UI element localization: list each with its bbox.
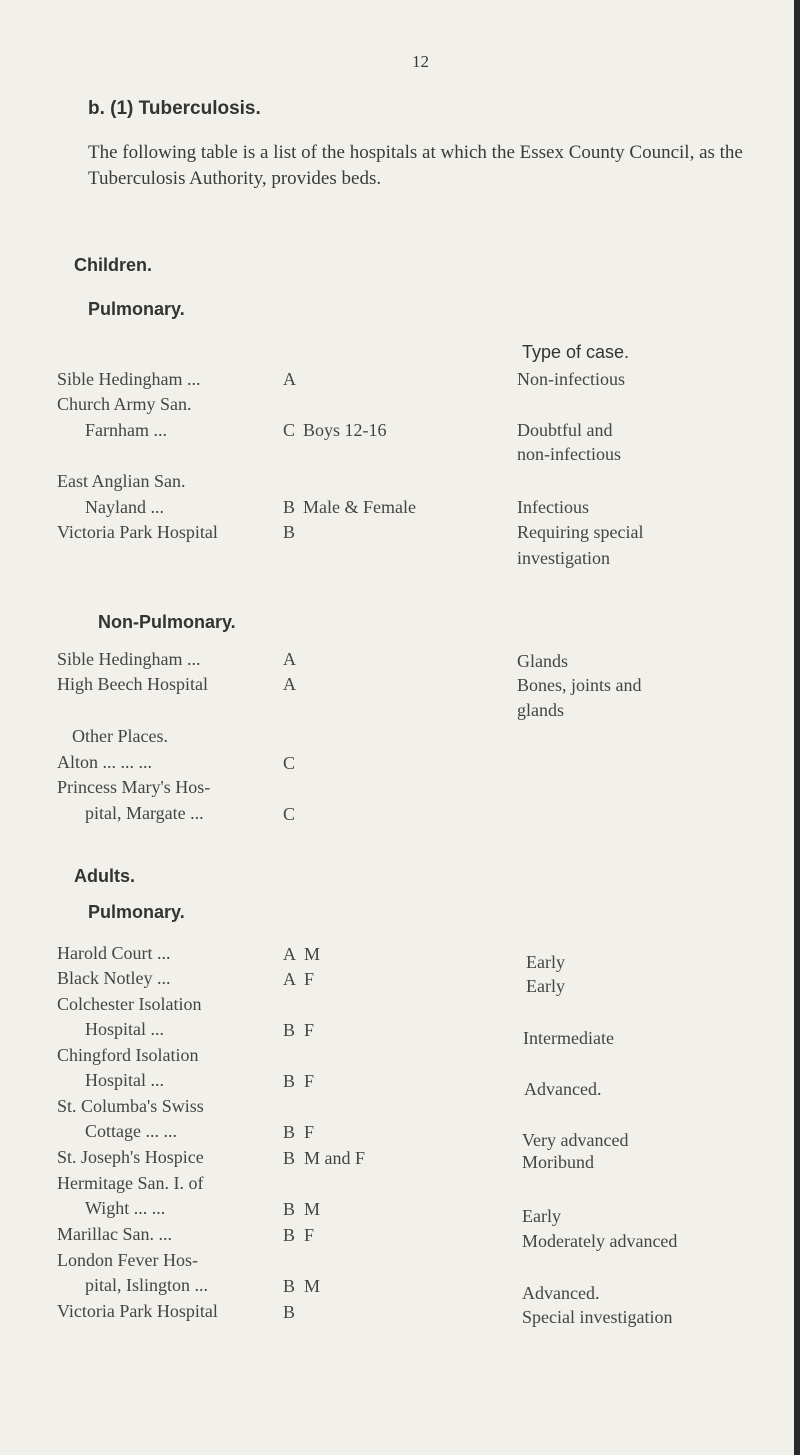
case-type: Requiring special: [517, 522, 644, 542]
hospital-name-cont: Hospital ...: [85, 1070, 164, 1090]
case-type: Glands: [517, 651, 568, 671]
sex: F: [304, 969, 315, 989]
hospital-name-cont: Farnham ...: [85, 420, 167, 440]
bed-class: A: [283, 674, 296, 694]
sex: M: [304, 1199, 321, 1219]
hospital-name: Colchester Isolation: [57, 994, 202, 1014]
case-type: Early: [526, 976, 565, 996]
adults-heading: Adults.: [74, 866, 135, 886]
bed-class: B: [283, 1302, 296, 1322]
section-title: b. (1) Tuberculosis.: [88, 98, 261, 119]
case-type: Moribund: [522, 1152, 594, 1172]
hospital-name: Alton ... ... ...: [57, 752, 153, 772]
adults-pulmonary-heading: Pulmonary.: [88, 902, 185, 922]
hospital-name: Hermitage San. I. of: [57, 1173, 204, 1193]
case-type: Doubtful and: [517, 420, 613, 440]
hospital-name: East Anglian San.: [57, 471, 186, 491]
non-pulmonary-heading: Non-Pulmonary.: [98, 612, 236, 632]
hospital-name-cont: Cottage ... ...: [85, 1121, 177, 1141]
case-type-cont: glands: [517, 700, 564, 720]
children-pulmonary-heading: Pulmonary.: [88, 299, 185, 319]
hospital-name: High Beech Hospital: [57, 674, 208, 694]
hospital-name: London Fever Hos-: [57, 1250, 198, 1270]
type-of-case-header: Type of case.: [522, 342, 630, 362]
patient-group: Boys 12-16: [303, 420, 387, 440]
hospital-name: Sible Hedingham ...: [57, 649, 201, 669]
sex: M and F: [304, 1148, 366, 1168]
patient-group: Male & Female: [303, 497, 416, 517]
hospital-name: Marillac San. ...: [57, 1224, 172, 1244]
bed-class: B: [283, 1199, 296, 1219]
hospital-name: Black Notley ...: [57, 968, 171, 988]
sex: F: [304, 1225, 315, 1245]
hospital-name: Victoria Park Hospital: [57, 1301, 218, 1321]
sex: F: [304, 1122, 315, 1142]
bed-class: C: [283, 753, 296, 773]
sex: M: [304, 1276, 321, 1296]
bed-class: B: [283, 1071, 296, 1091]
hospital-name: Sible Hedingham ...: [57, 369, 201, 389]
hospital-name: St. Columba's Swiss: [57, 1096, 204, 1116]
hospital-name: St. Joseph's Hospice: [57, 1147, 204, 1167]
table-row: [57, 369, 200, 390]
bed-class: A: [283, 369, 296, 389]
case-type: Intermediate: [523, 1028, 614, 1048]
bed-class: B: [283, 1148, 296, 1168]
hospital-name: Church Army San.: [57, 394, 192, 414]
case-type-cont: non-infectious: [517, 444, 621, 464]
hospital-name: Victoria Park Hospital: [57, 522, 218, 542]
sex: M: [304, 944, 321, 964]
case-type: Bones, joints and: [517, 675, 642, 695]
bed-class: B: [283, 497, 296, 517]
sex: F: [304, 1071, 315, 1091]
bed-class: A: [283, 944, 296, 964]
children-heading: Children.: [74, 255, 153, 275]
bed-class: A: [283, 649, 296, 669]
bed-class: B: [283, 522, 296, 542]
bed-class: B: [283, 1020, 296, 1040]
sex: F: [304, 1020, 315, 1040]
bed-class: B: [283, 1276, 296, 1296]
hospital-name: Harold Court ...: [57, 943, 171, 963]
page-edge: [794, 0, 800, 1455]
case-type-cont: investigation: [517, 548, 610, 568]
case-type: Infectious: [517, 497, 589, 517]
bed-class: C: [283, 804, 296, 824]
intro-paragraph: The following table is a list of the hospitals at which the Essex County Council, as the Tuberculosis Authority, provides beds.: [88, 142, 743, 189]
bed-class: C: [283, 420, 296, 440]
hospital-name-cont: Nayland ...: [85, 497, 164, 517]
case-type: Early: [526, 952, 565, 972]
bed-class: B: [283, 1122, 296, 1142]
bed-class: B: [283, 1225, 296, 1245]
case-type: Very advanced: [522, 1130, 629, 1150]
case-type: Advanced.: [522, 1283, 600, 1303]
page-number: 12: [412, 52, 429, 71]
hospital-name: Chingford Isolation: [57, 1045, 199, 1065]
case-type: Special investigation: [522, 1307, 673, 1327]
case-type: Moderately advanced: [522, 1231, 678, 1251]
hospital-name-cont: Wight ... ...: [85, 1198, 166, 1218]
case-type: Advanced.: [524, 1079, 602, 1099]
hospital-name: Princess Mary's Hos-: [57, 777, 211, 797]
hospital-name-cont: Hospital ...: [85, 1019, 164, 1039]
case-type: Early: [522, 1206, 561, 1226]
other-places-heading: Other Places.: [72, 726, 168, 746]
case-type: Non-infectious: [517, 369, 625, 389]
bed-class: A: [283, 969, 296, 989]
hospital-name-cont: pital, Margate ...: [85, 803, 204, 823]
hospital-name-cont: pital, Islington ...: [85, 1275, 208, 1295]
